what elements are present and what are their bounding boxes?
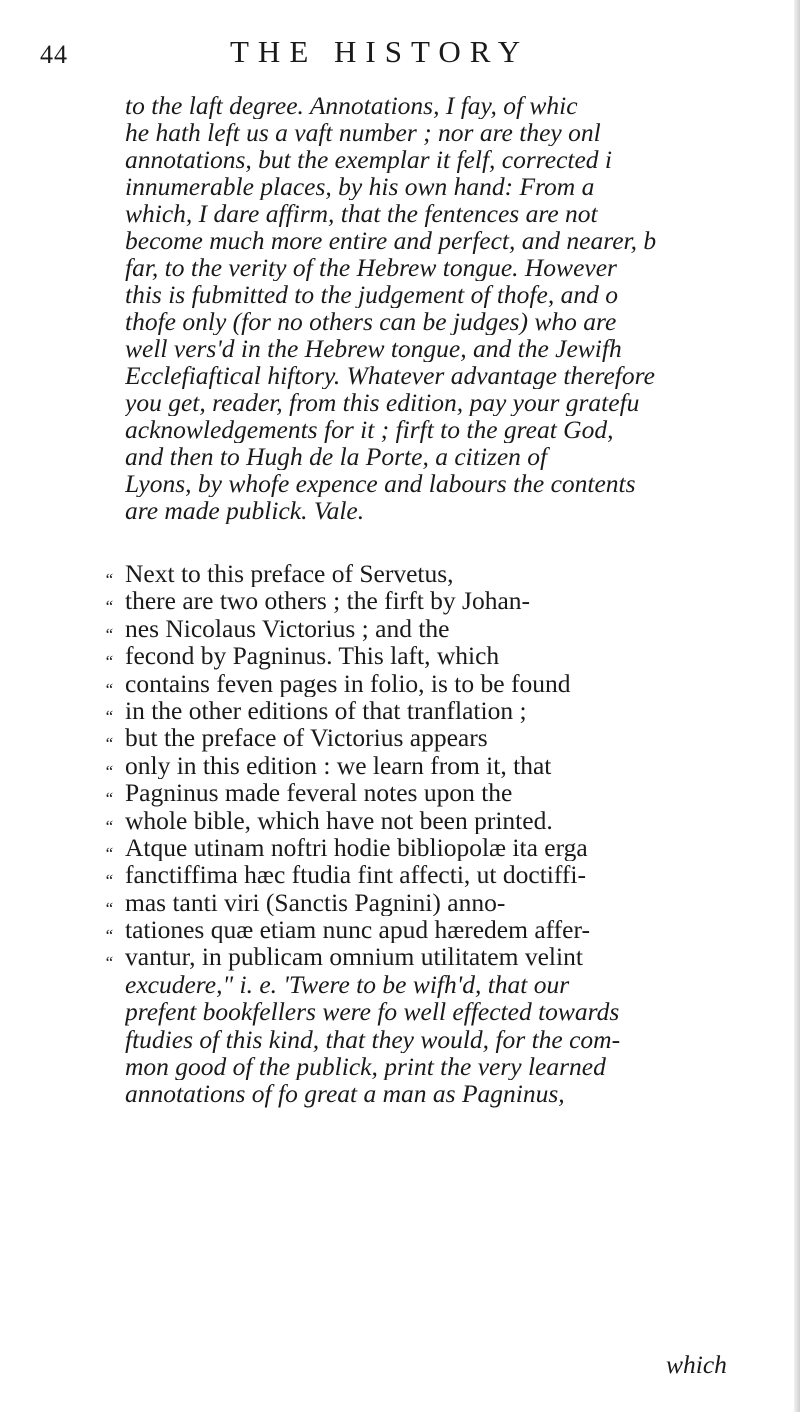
text-line: there are two others ; the firft by Johan- <box>125 587 531 615</box>
running-head: THE HISTORY <box>230 34 530 69</box>
quote-mark: “ <box>104 706 114 726</box>
text-line: annotations of fo great a man as Pagninus, <box>125 1080 565 1108</box>
text-line: Pagninus made feveral notes upon the <box>125 779 513 807</box>
text-line: nes Nicolaus Victorius ; and the <box>125 614 450 643</box>
text-line: thofe only (for no others can be judges) who are <box>125 308 617 335</box>
text-line: in the other editions of that tranflation ; <box>125 696 527 725</box>
text-line: become much more entire and perfect, and nearer, b <box>125 227 657 254</box>
quoted-passage <box>125 560 767 1108</box>
text-line: mon good of the publick, print the very learned <box>125 1053 606 1081</box>
quote-mark: “ <box>104 953 114 973</box>
quotation-marks-column <box>104 566 124 977</box>
text-line: ftudies of this kind, that they would, for the com- <box>125 1025 621 1054</box>
text-line: whole bible, which have not been printed. <box>125 806 553 834</box>
text-line: he hath left us a vaft number ; nor are they onl <box>125 119 601 146</box>
quote-mark: “ <box>104 652 114 672</box>
text-line: which, I dare affirm, that the fentences are not <box>125 200 598 227</box>
text-line: innumerable places, by his own hand: From a <box>125 173 595 200</box>
italic-passage <box>125 92 767 524</box>
text-line: but the preface of Victorius appears <box>125 724 488 752</box>
quote-mark: “ <box>104 679 114 699</box>
text-line: this is fubmitted to the judgement of thofe, and o <box>125 281 618 308</box>
text-line: vantur, in publicam omnium utilitatem velint <box>125 943 583 971</box>
text-line: Ecclefiaftical hiftory. Whatever advantage therefore <box>125 362 655 389</box>
text-line: fanctiffima hæc ftudia fint affecti, ut doctiffi- <box>125 861 586 889</box>
text-line: far, to the verity of the Hebrew tongue. However <box>125 254 617 281</box>
text-line: fecond by Pagninus. This laft, which <box>125 642 500 670</box>
page-number: 44 <box>40 40 68 69</box>
text-line: contains feven pages in folio, is to be found <box>125 669 571 697</box>
text-line: prefent bookfellers were fo well effected towards <box>125 998 620 1026</box>
quote-mark: “ <box>104 898 114 918</box>
quote-mark: “ <box>104 816 114 836</box>
quote-mark: “ <box>104 624 114 644</box>
quote-mark: “ <box>104 734 114 754</box>
quote-mark: “ <box>104 570 114 589</box>
text-line: and then to Hugh de la Porte, a citizen of <box>125 443 548 470</box>
text-line: excudere," i. e. 'Twere to be wifh'd, that our <box>125 970 570 999</box>
text-line: acknowledgements for it ; firft to the great God, <box>125 416 614 443</box>
text-line: annotations, but the exemplar it felf, corrected i <box>125 146 613 173</box>
quote-mark: “ <box>104 789 114 809</box>
catchword: which <box>666 1350 727 1379</box>
text-line: Next to this preface of Servetus, <box>125 560 454 588</box>
text-line: Lyons, by whofe expence and labours the contents <box>125 470 636 497</box>
text-line: only in this edition : we learn from it, that <box>125 751 552 780</box>
quote-mark: “ <box>104 871 114 891</box>
text-line: are made publick. Vale. <box>125 497 365 524</box>
quote-mark: “ <box>104 761 114 781</box>
text-line: to the laft degree. Annotations, I fay, of whic <box>125 92 578 119</box>
page-edge <box>794 0 800 1412</box>
text-line: Atque utinam noftri hodie bibliopolæ ita erga <box>125 833 588 862</box>
quote-mark: “ <box>104 843 114 863</box>
quote-mark: “ <box>104 597 114 617</box>
text-line: tationes quæ etiam nunc apud hæredem affer- <box>125 916 590 944</box>
text-line: you get, reader, from this edition, pay your gratefu <box>125 389 640 416</box>
quote-mark: “ <box>104 926 114 946</box>
text-line: well vers'd in the Hebrew tongue, and the Jewifh <box>125 335 622 362</box>
text-line: mas tanti viri (Sanctis Pagnini) anno- <box>125 888 506 917</box>
